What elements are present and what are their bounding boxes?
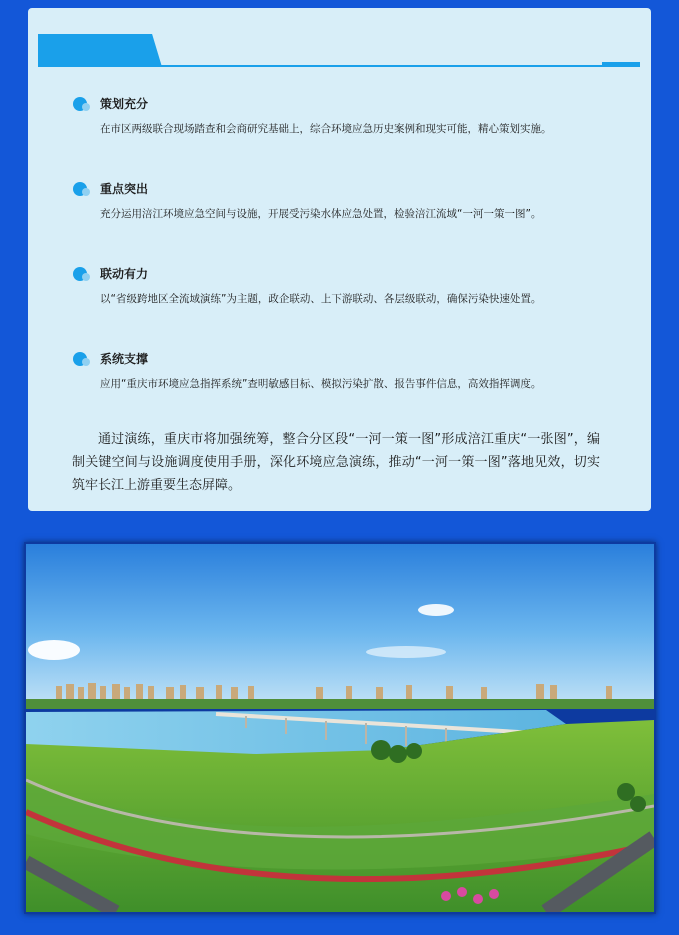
item-text: 在市区两级联合现场踏查和会商研究基础上，综合环境应急历史案例和现实可能，精心策划实施。 <box>100 123 552 135</box>
river-park-photo <box>26 544 654 912</box>
bubble-bullet-icon <box>72 181 90 197</box>
bubble-bullet-icon <box>72 351 90 367</box>
header-rule-end <box>602 62 640 67</box>
header-rule <box>38 65 638 67</box>
item-title: 联动有力 <box>100 267 149 281</box>
item-title: 系统支撑 <box>100 352 149 366</box>
bubble-bullet-icon <box>72 96 90 112</box>
header-tab-decoration <box>38 34 162 67</box>
item-title: 策划充分 <box>100 97 149 111</box>
item-title: 重点突出 <box>100 182 149 196</box>
item-text: 以“省级跨地区全流域演练”为主题，政企联动、上下游联动、各层级联动，确保污染快速处置。 <box>100 293 542 305</box>
bubble-bullet-icon <box>72 266 90 282</box>
summary-paragraph: 通过演练，重庆市将加强统筹，整合分区段“一河一策一图”形成涪江重庆“一张图”，编制关键空间与设施调度使用手册，深化环境应急演练，推动“一河一策一图”落地见效，切实筑牢长江上游重要生态屏障。 <box>72 432 600 493</box>
photo-frame <box>24 542 656 914</box>
item-text: 充分运用涪江环境应急空间与设施，开展受污染水体应急处置，检验涪江流域“一河一策一图”。 <box>100 208 542 220</box>
item-text: 应用“重庆市环境应急指挥系统”查明敏感目标、模拟污染扩散、报告事件信息，高效指挥调度。 <box>100 378 542 390</box>
